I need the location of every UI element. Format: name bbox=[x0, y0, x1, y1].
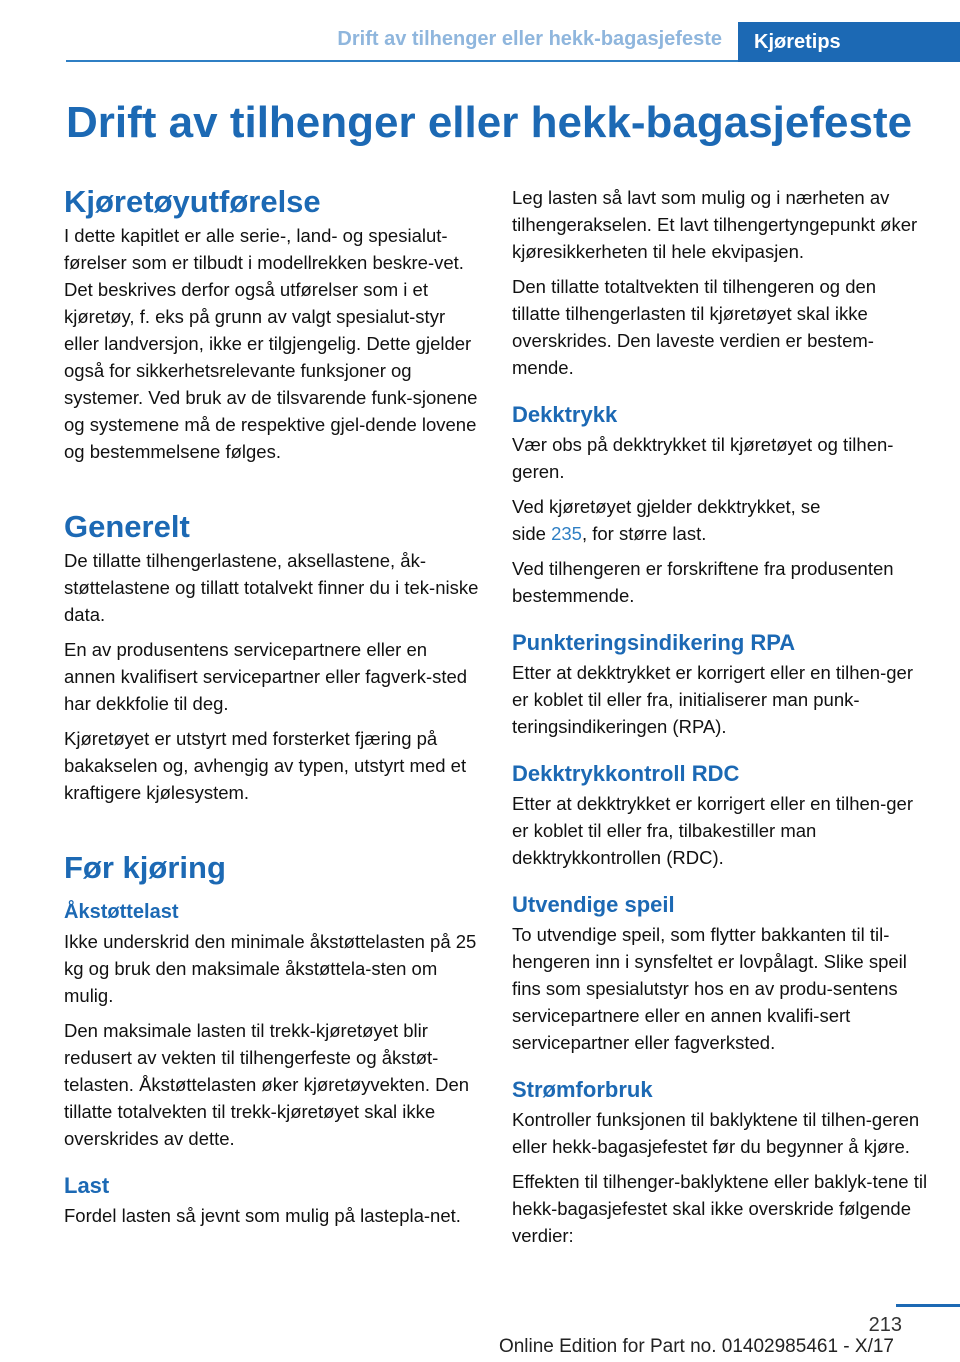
page-title: Drift av tilhenger eller hekk-bagasjefeste bbox=[66, 98, 913, 147]
subheading-stromforbruk: Strømforbruk bbox=[512, 1077, 653, 1102]
paragraph: Kontroller funksjonen til baklyktene til tilhen-geren eller hekk-bagasjefestet før du begynner å kjøre. bbox=[512, 1109, 920, 1157]
page-number: 213 bbox=[868, 1314, 902, 1336]
chapter-tab: Kjøretips bbox=[738, 22, 960, 62]
text-span: side bbox=[512, 523, 546, 544]
paragraph: Ikke underskrid den minimale åkstøttelasten på 25 kg og bruk den maksimale åkstøttela-sten om mulig. bbox=[64, 931, 477, 1006]
paragraph: Etter at dekktrykket er korrigert eller en tilhen-ger er koblet til eller fra, initialiserer man punk-teringsindikeringen (RPA). bbox=[512, 662, 913, 737]
paragraph: To utvendige speil, som flytter bakkanten til til-hengeren inn i synsfeltet er lovpålagt. Slike speil fins som spesialutstyr hos en av produ-sentens servicepartnere eller en annen kvalifi-sert servicepartner eller fagverksted. bbox=[512, 924, 907, 1053]
subheading-rpa: Punkteringsindikering RPA bbox=[512, 630, 796, 655]
page-link[interactable]: 235 bbox=[551, 523, 582, 544]
paragraph: Effekten til tilhenger-baklyktene eller baklyk-tene til hekk-bagasjefestet skal ikke overskride følgende verdier: bbox=[512, 1171, 928, 1246]
paragraph: I dette kapitlet er alle serie-, land- og spesialut-førelser som er tilbudt i modellrekken beskre-vet. Det beskrives derfor også utførelser som i et kjøretøy, f. eks på grunn av valgt spesialut-styr eller landversjon, ikke er tilgjengelig. Dette gjelder også for sikkerhetsrelevante funksjoner og systemer. Ved bruk av de tilsvarende funk-sjonene og systemene må de respektive gjel-dende lovene og bestemmelsene følges. bbox=[64, 225, 478, 462]
subheading-rdc: Dekktrykkontroll RDC bbox=[512, 761, 740, 786]
paragraph: Den tillatte totaltvekten til tilhengeren og den tillatte tilhengerlasten til kjøretøyet skal ikke overskrides. Den laveste verdien er bestem-mende. bbox=[512, 276, 877, 378]
header-section-title: Drift av tilhenger eller hekk-bagasjefeste bbox=[337, 28, 722, 50]
paragraph: Leg lasten så lavt som mulig og i nærheten av tilhengerakselen. Et lavt tilhengertyngepunkt øker kjøresikkerheten til hele ekvipasjen. bbox=[512, 187, 918, 262]
subheading-utvendige-speil: Utvendige speil bbox=[512, 892, 675, 917]
text-span: Ved kjøretøyet gjelder dekktrykket, se bbox=[512, 496, 821, 517]
text-span: , for større last. bbox=[581, 523, 707, 544]
subheading-akstottelast: Åkstøttelast bbox=[64, 901, 179, 923]
paragraph: Fordel lasten så jevnt som mulig på lastepla-net. bbox=[64, 1205, 461, 1226]
subheading-dekktrykk: Dekktrykk bbox=[512, 402, 618, 427]
paragraph: Den maksimale lasten til trekk-kjøretøyet blir redusert av vekten til tilhengerfeste og åkstøt-telasten. Åkstøttelasten øker kjøretøyvekten. Den tillatte totalvekten til trekk-kjøretøyet skal ikke overskrides av dette. bbox=[64, 1020, 470, 1149]
paragraph: De tillatte tilhengerlastene, aksellastene, åk-støttelastene og tillatt totalvekt finner du i tek-niske data. bbox=[64, 550, 479, 625]
section-heading-kjoretoyutforelse: Kjøretøyutførelse bbox=[64, 184, 321, 219]
paragraph: Ved tilhengeren er forskriftene fra produsenten bestemmende. bbox=[512, 558, 894, 606]
paragraph: En av produsentens servicepartnere eller en annen kvalifisert servicepartner eller fagverk-sted har dekkfolie til deg. bbox=[64, 639, 468, 714]
paragraph: Kjøretøyet er utstyrt med forsterket fjæring på bakakselen og, avhengig av typen, utstyrt med et kraftigere kjølesystem. bbox=[64, 728, 467, 803]
section-heading-generelt: Generelt bbox=[64, 509, 190, 544]
right-column bbox=[512, 184, 928, 1257]
subheading-last: Last bbox=[64, 1173, 110, 1198]
section-heading-for-kjoring: Før kjøring bbox=[64, 850, 226, 885]
footer-edition: Online Edition for Part no. 01402985461 - X/17 bbox=[498, 1336, 894, 1357]
paragraph: Vær obs på dekktrykket til kjøretøyet og tilhen-geren. bbox=[512, 434, 894, 482]
paragraph: Etter at dekktrykket er korrigert eller en tilhen-ger er koblet til eller fra, tilbakestiller man dekktrykkontrollen (RDC). bbox=[512, 793, 913, 868]
page-number-rule bbox=[896, 1304, 960, 1307]
left-column bbox=[64, 184, 480, 1237]
paragraph-with-link bbox=[512, 493, 928, 547]
